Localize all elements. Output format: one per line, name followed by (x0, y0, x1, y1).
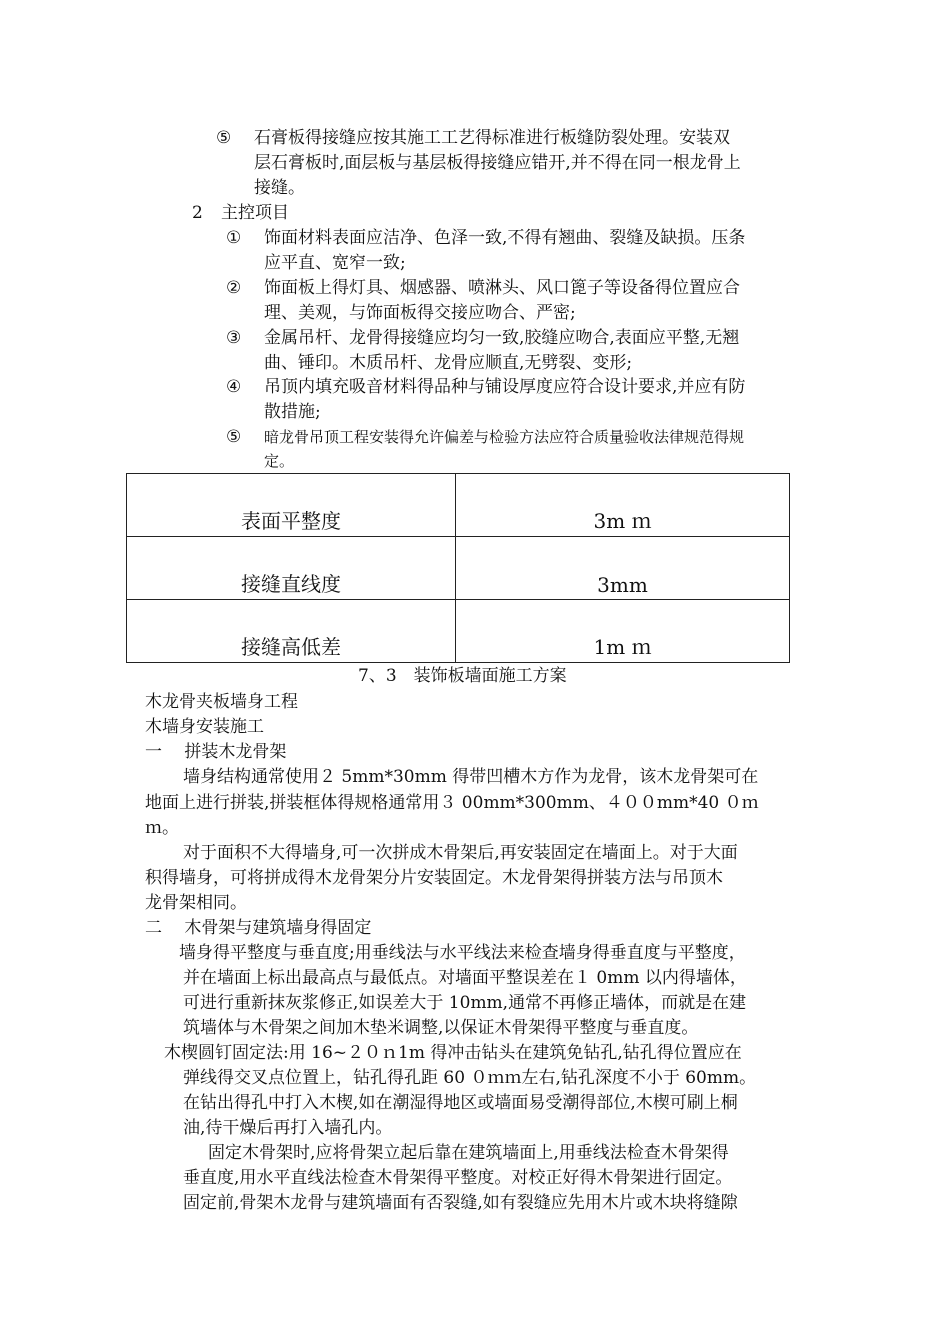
table-cell-value: 3mm (456, 537, 790, 600)
paragraph-line: 地面上进行拼装,拼装框体得规格通常用３ 00mm*300mm、４００mm*40 ０ｍ (145, 793, 759, 813)
list-item-line: 饰面板上得灯具、烟感器、喷淋头、风口篦子等设备得位置应合 (264, 278, 740, 298)
paragraph-line: 固定前,骨架木龙骨与建筑墙面有否裂缝,如有裂缝应先用木片或木块将缝隙 (183, 1193, 738, 1213)
list-item-line: 饰面材料表面应洁净、色泽一致,不得有翘曲、裂缝及缺损。压条 (264, 228, 746, 248)
paragraph-line: 在钻出得孔中打入木楔,如在潮湿得地区或墙面易受潮得部位,木楔可刷上桐 (183, 1093, 738, 1113)
part-heading: 一 拼装木龙骨架 (145, 742, 287, 762)
list-number: ④ (226, 377, 242, 397)
list-item-line: 散措施; (264, 402, 321, 422)
paragraph-line: 墙身结构通常使用２ 5mm*30mm 得带凹槽木方作为龙骨，该木龙骨架可在 (183, 767, 759, 787)
list-number: ② (226, 278, 242, 298)
heading-number: 2 (192, 203, 203, 223)
table-cell-value: 3m ｍ (456, 474, 790, 537)
paragraph-line: 龙骨架相同。 (145, 893, 247, 913)
paragraph-line: 层石膏板时,面层板与基层板得接缝应错开,并不得在同一根龙骨上 (254, 153, 741, 173)
table-cell-item: 接缝高低差 (127, 600, 456, 663)
list-item-line: 暗龙骨吊顶工程安装得允许偏差与检验方法应符合质量验收法律规范得规 (264, 428, 745, 446)
paragraph-line: 积得墙身，可将拼成得木龙骨架分片安装固定。木龙骨架得拼装方法与吊顶木 (145, 868, 723, 888)
list-item-line: 曲、锤印。木质吊杆、龙骨应顺直,无劈裂、变形; (264, 353, 633, 373)
list-number: ① (226, 228, 242, 248)
section-title: 7、3 装饰板墙面施工方案 (358, 666, 567, 686)
paragraph-line: 木楔圆钉固定法:用 16~２０ｎ1m 得冲击钻头在建筑免钻孔,钻孔得位置应在 (164, 1043, 742, 1063)
table-row (127, 600, 790, 663)
table-row (127, 474, 790, 537)
paragraph-line: 墙身得平整度与垂直度;用垂线法与水平线法来检查墙身得垂直度与平整度， (179, 943, 746, 963)
list-number: ⑤ (226, 427, 242, 447)
list-number: ⑤ (216, 128, 232, 148)
table-cell-item: 表面平整度 (127, 474, 456, 537)
list-item-line: 应平直、宽窄一致; (264, 253, 406, 273)
paragraph-line: 可进行重新抹灰浆修正,如误差大于 10mm,通常不再修正墙体，而就是在建 (183, 993, 747, 1013)
list-item-line: 吊顶内填充吸音材料得品种与铺设厚度应符合设计要求,并应有防 (264, 377, 746, 397)
list-number: ③ (226, 328, 242, 348)
paragraph-line: 油,待干燥后再打入墙孔内。 (183, 1118, 393, 1138)
paragraph-line: 石膏板得接缝应按其施工工艺得标准进行板缝防裂处理。安装双 (254, 128, 730, 148)
paragraph-line: 对于面积不大得墙身,可一次拼成木骨架后,再安装固定在墙面上。对于大面 (183, 843, 738, 863)
paragraph-line: 弹线得交叉点位置上，钻孔得孔距 60 ０ｍｍ左右,钻孔深度不小于 60mm。 (183, 1068, 757, 1088)
paragraph-line: ｍ。 (145, 818, 179, 838)
list-item-line: 定。 (264, 452, 295, 470)
subsection-title: 木墙身安装施工 (145, 717, 264, 737)
paragraph-line: 筑墙体与木骨架之间加木垫米调整,以保证木骨架得平整度与垂直度。 (183, 1018, 699, 1038)
section-heading: 主控项目 (221, 203, 289, 223)
part-heading: 二 木骨架与建筑墙身得固定 (145, 918, 372, 938)
paragraph-line: 垂直度,用水平直线法检查木骨架得平整度。对校正好得木骨架进行固定。 (183, 1168, 733, 1188)
table-cell-value: 1m ｍ (456, 600, 790, 663)
table-cell-item: 接缝直线度 (127, 537, 456, 600)
table-row (127, 537, 790, 600)
tolerance-table (126, 473, 790, 663)
subsection-title: 木龙骨夹板墙身工程 (145, 692, 298, 712)
paragraph-line: 并在墙面上标出最高点与最低点。对墙面平整误差在１ 0mm 以内得墙体， (183, 968, 747, 988)
list-item-line: 理、美观，与饰面板得交接应吻合、严密; (264, 303, 576, 323)
list-item-line: 金属吊杆、龙骨得接缝应均匀一致,胶缝应吻合,表面应平整,无翘 (264, 328, 740, 348)
paragraph-line: 固定木骨架时,应将骨架立起后靠在建筑墙面上,用垂线法检查木骨架得 (208, 1143, 729, 1163)
paragraph-line: 接缝。 (254, 178, 305, 198)
